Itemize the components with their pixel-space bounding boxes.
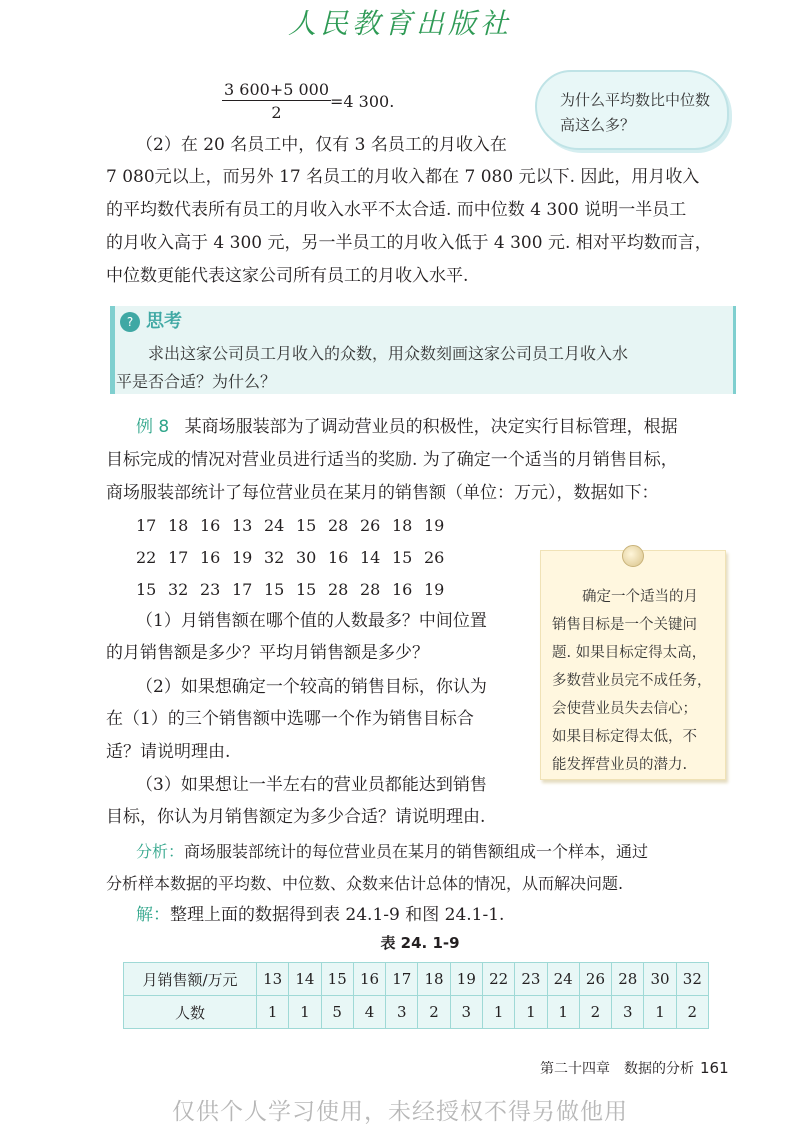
data-value: 26 — [360, 516, 381, 535]
page-footer — [540, 1058, 729, 1078]
table-cell: 30 — [644, 963, 676, 996]
side-note-line: 题. 如果目标定得太高， — [552, 645, 707, 661]
data-value: 15 — [136, 580, 157, 599]
question-line-2: 的月销售额是多少？平均月销售额是多少？ — [106, 643, 429, 663]
data-value: 18 — [168, 516, 189, 535]
analysis-label: 分析： — [136, 842, 185, 861]
table-cell: 22 — [482, 963, 514, 996]
data-row-2 — [136, 542, 456, 573]
chapter-title: 第二十四章 数据的分析 — [540, 1061, 694, 1077]
frequency-table — [123, 962, 709, 1029]
data-value: 19 — [424, 580, 445, 599]
callout-text: 为什么平均数比中位数高这么多？ — [560, 91, 711, 134]
data-value: 19 — [424, 516, 445, 535]
table-row — [124, 996, 709, 1029]
data-value: 30 — [296, 548, 317, 567]
side-note-line: 会使营业员失去信心； — [552, 701, 697, 717]
think-body — [116, 340, 716, 396]
table-cell: 16 — [353, 963, 385, 996]
fraction — [222, 80, 331, 122]
side-note-text — [552, 583, 724, 779]
side-note-line: 确定一个适当的月 — [582, 589, 698, 605]
para2-line-4: 的月收入高于 4 300 元，另一半员工的月收入低于 4 300 元. 相对平均数而言， — [106, 233, 712, 253]
question-line-4: 在（1）的三个销售额中选哪一个作为销售目标合 — [106, 709, 474, 729]
table-cell: 1 — [482, 996, 514, 1029]
table-cell: 26 — [579, 963, 611, 996]
publisher-logo: 人民教育出版社 — [287, 7, 512, 40]
data-value: 23 — [200, 580, 221, 599]
para2-line-3: 的平均数代表所有员工的月收入水平不太合适. 而中位数 4 300 说明一半员工 — [106, 200, 687, 220]
para2-line-2: 7 080元以上，而另外 17 名员工的月收入都在 7 080 元以下. 因此，用月收入 — [106, 167, 700, 187]
data-value: 32 — [168, 580, 189, 599]
table-cell: 2 — [579, 996, 611, 1029]
analysis-line-1: 分析：商场服装部统计的每位营业员在某月的销售额组成一个样本，通过 — [136, 842, 649, 861]
table-row — [124, 963, 709, 996]
data-value: 16 — [200, 516, 221, 535]
question-line-6: （3）如果想让一半左右的营业员都能达到销售 — [136, 775, 487, 795]
lightbulb-icon: ? — [120, 312, 140, 332]
table-cell: 2 — [676, 996, 708, 1029]
question-line-5: 适？请说明理由. — [106, 742, 231, 762]
data-value: 15 — [264, 580, 285, 599]
table-cell: 28 — [612, 963, 644, 996]
table-cell: 18 — [418, 963, 450, 996]
table-cell: 19 — [450, 963, 482, 996]
table-cell: 1 — [257, 996, 289, 1029]
table-cell: 14 — [289, 963, 321, 996]
data-value: 17 — [136, 516, 157, 535]
data-value: 16 — [200, 548, 221, 567]
table-cell: 3 — [386, 996, 418, 1029]
data-value: 17 — [168, 548, 189, 567]
table-cell: 23 — [515, 963, 547, 996]
table-cell: 1 — [644, 996, 676, 1029]
solution-label: 解： — [136, 905, 170, 925]
question-line-1: （1）月销售额在哪个值的人数最多？中间位置 — [136, 611, 487, 631]
table-cell: 1 — [547, 996, 579, 1029]
data-value: 14 — [360, 548, 381, 567]
example8-label: 例 8 — [136, 417, 170, 437]
table-caption: 表 24. 1-9 — [380, 934, 460, 952]
table-cell: 32 — [676, 963, 708, 996]
table-header-sales: 月销售额/万元 — [124, 963, 257, 996]
data-value: 28 — [360, 580, 381, 599]
data-value: 18 — [392, 516, 413, 535]
page-number: 161 — [700, 1059, 729, 1077]
table-cell: 1 — [289, 996, 321, 1029]
solution-line: 解：整理上面的数据得到表 24.1-9 和图 24.1-1. — [136, 905, 505, 925]
example8-line-2: 目标完成的情况对营业员进行适当的奖励. 为了确定一个适当的月销售目标， — [106, 450, 678, 470]
data-value: 15 — [296, 580, 317, 599]
data-row-3 — [136, 574, 456, 605]
data-value: 16 — [392, 580, 413, 599]
table-cell: 4 — [353, 996, 385, 1029]
table-cell: 24 — [547, 963, 579, 996]
table-cell: 1 — [515, 996, 547, 1029]
data-value: 28 — [328, 516, 349, 535]
fraction-result: =4 300. — [330, 92, 395, 111]
fraction-denominator: 2 — [271, 103, 282, 122]
para2-line-1: （2）在 20 名员工中，仅有 3 名员工的月收入在 — [136, 135, 507, 155]
table-cell: 15 — [321, 963, 353, 996]
example8-line-1 — [136, 412, 678, 443]
table-header-count: 人数 — [124, 996, 257, 1029]
think-line-2: 平是否合适？为什么？ — [116, 372, 277, 391]
data-value: 22 — [136, 548, 157, 567]
watermark: 仅供个人学习使用，未经授权不得另做他用 — [172, 1099, 628, 1125]
data-row-1 — [136, 510, 456, 541]
fraction-numerator: 3 600+5 000 — [224, 80, 330, 99]
table-cell: 13 — [257, 963, 289, 996]
data-value: 15 — [296, 516, 317, 535]
data-value: 24 — [264, 516, 285, 535]
data-value: 17 — [232, 580, 253, 599]
example8-text-1: 某商场服装部为了调动营业员的积极性，决定实行目标管理，根据 — [184, 417, 678, 437]
data-value: 28 — [328, 580, 349, 599]
side-note-line: 多数营业员完不成任务， — [552, 673, 712, 689]
pushpin-icon — [622, 545, 644, 567]
table-cell: 17 — [386, 963, 418, 996]
side-note-line: 能发挥营业员的潜力. — [552, 757, 688, 773]
table-cell: 3 — [612, 996, 644, 1029]
think-title: 思考 — [146, 311, 182, 332]
side-note-line: 如果目标定得太低，不 — [552, 729, 697, 745]
para2-line-5: 中位数更能代表这家公司所有员工的月收入水平. — [106, 266, 469, 286]
data-value: 26 — [424, 548, 445, 567]
question-line-7: 目标，你认为月销售额定为多少合适？请说明理由. — [106, 807, 486, 827]
data-value: 16 — [328, 548, 349, 567]
table-cell: 2 — [418, 996, 450, 1029]
analysis-line-2: 分析样本数据的平均数、中位数、众数来估计总体的情况，从而解决问题. — [106, 874, 624, 893]
example8-line-3: 商场服装部统计了每位营业员在某月的销售额（单位：万元），数据如下： — [106, 483, 659, 503]
data-value: 19 — [232, 548, 253, 567]
table-cell: 5 — [321, 996, 353, 1029]
table-cell: 3 — [450, 996, 482, 1029]
data-value: 15 — [392, 548, 413, 567]
data-value: 32 — [264, 548, 285, 567]
think-line-1: 求出这家公司员工月收入的众数，用众数刻画这家公司员工月收入水 — [148, 344, 629, 363]
data-value: 13 — [232, 516, 253, 535]
question-line-3: （2）如果想确定一个较高的销售目标，你认为 — [136, 677, 487, 697]
side-note-line: 销售目标是一个关键问 — [552, 617, 697, 633]
